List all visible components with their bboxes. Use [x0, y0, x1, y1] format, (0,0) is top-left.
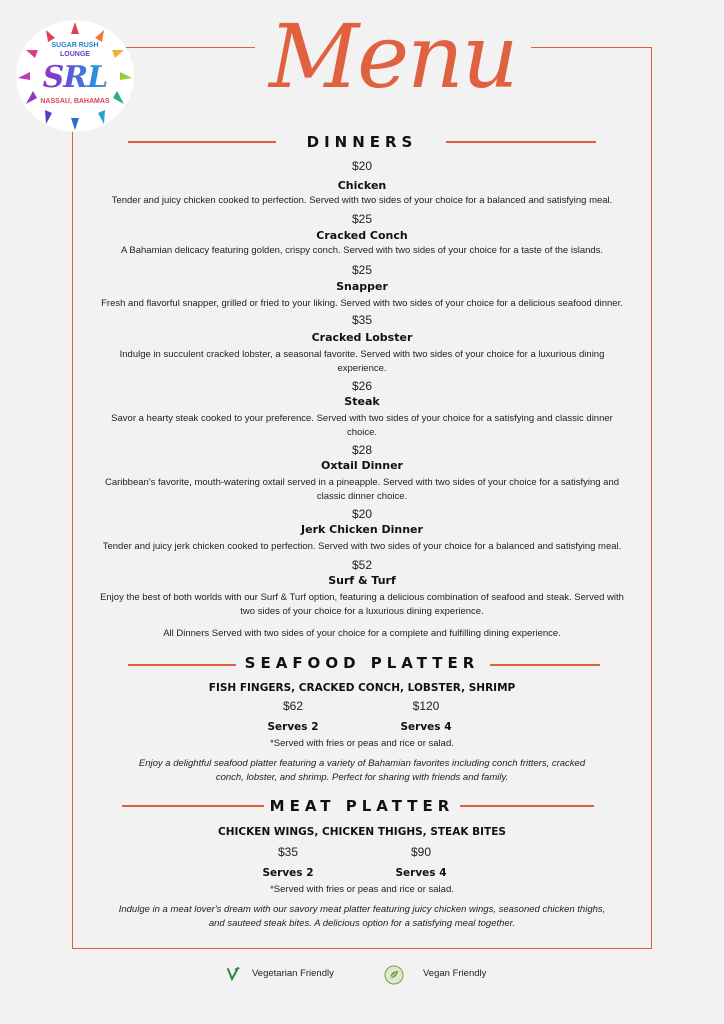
seafood-desc: Enjoy a delightful seafood platter featuring a variety of Bahamian favorites including conch fritters, cracked conch, lobster, and shrimp. Perfect for sharing with friends and family.: [138, 758, 586, 783]
dinner-item-chicken: [72, 158, 652, 208]
option-serves: Serves 2: [262, 867, 314, 879]
item-price: $20: [351, 159, 373, 173]
option-price: $35: [277, 845, 299, 859]
seafood-option-serves-4: [371, 699, 481, 733]
vegan-label: Vegan Friendly: [423, 968, 487, 979]
item-price: $28: [351, 443, 373, 457]
item-price: $25: [351, 263, 373, 277]
option-price: $90: [410, 845, 432, 859]
item-price: $52: [351, 558, 373, 572]
item-name: Cracked Conch: [316, 229, 408, 242]
option-serves: Serves 4: [400, 721, 452, 733]
item-desc: Caribbean's favorite, mouth-watering oxtail served in a pineapple. Served with two sides of your choice for a satisfying and classic dinner choice.: [104, 477, 620, 502]
seafood-subtitle: FISH FINGERS, CRACKED CONCH, LOBSTER, SHRIMP: [208, 682, 516, 694]
sugar-rush-lounge-logo: [16, 20, 134, 132]
dinner-item-cracked-lobster: [105, 312, 619, 376]
meat-heading: MEAT PLATTER: [269, 797, 455, 815]
dinners-footer-note: All Dinners Served with two sides of your choice for a complete and fulfilling dining experience.: [163, 628, 561, 639]
item-desc: A Bahamian delicacy featuring golden, crispy conch. Served with two sides of your choice for a taste of the islands.: [120, 245, 604, 256]
item-desc: Fresh and flavorful snapper, grilled or fried to your liking. Served with two sides of your choice for a delicious seafood dinner.: [101, 298, 623, 309]
item-name: Surf & Turf: [328, 574, 396, 587]
option-serves: Serves 4: [395, 867, 447, 879]
seafood-heading: SEAFOOD PLATTER: [244, 654, 480, 672]
logo-top-text: SUGAR RUSH: [51, 42, 99, 49]
item-name: Cracked Lobster: [311, 331, 413, 344]
logo-mid-text: LOUNGE: [60, 51, 90, 58]
item-name: Oxtail Dinner: [321, 459, 403, 472]
meat-note: *Served with fries or peas and rice or salad.: [270, 884, 454, 895]
vegetarian-label: Vegetarian Friendly: [252, 968, 334, 979]
meat-subtitle: CHICKEN WINGS, CHICKEN THIGHS, STEAK BITES: [218, 826, 506, 838]
meat-option-serves-4: [366, 845, 476, 879]
dinner-item-snapper: [72, 262, 652, 311]
vegetarian-leaf-icon: [226, 966, 240, 986]
item-name: Steak: [344, 395, 380, 408]
vegan-leaf-icon: [384, 965, 404, 989]
item-desc: Indulge in succulent cracked lobster, a seasonal favorite. Served with two sides of your choice for a luxurious dining experience.: [119, 349, 605, 374]
option-serves: Serves 2: [267, 721, 319, 733]
item-desc: Tender and juicy chicken cooked to perfection. Served with two sides of your choice for a balanced and satisfying meal.: [111, 195, 613, 206]
item-price: $35: [351, 313, 373, 327]
item-desc: Tender and juicy jerk chicken cooked to perfection. Served with two sides of your choice for a balanced and satisfying meal.: [102, 541, 622, 552]
dinner-item-steak: [95, 378, 629, 440]
logo-letters: SRL: [16, 60, 134, 95]
meat-option-serves-2: [233, 845, 343, 879]
seafood-option-serves-2: [238, 699, 348, 733]
item-price: $25: [351, 212, 373, 226]
item-name: Jerk Chicken Dinner: [301, 523, 423, 536]
item-name: Snapper: [336, 280, 388, 293]
dinner-item-surf-turf: [92, 557, 632, 619]
item-price: $20: [351, 507, 373, 521]
logo-bottom-text: NASSAU, BAHAMAS: [40, 98, 110, 105]
seafood-note: *Served with fries or peas and rice or salad.: [270, 738, 454, 749]
dinner-item-cracked-conch: [72, 211, 652, 258]
page-title: Menu: [255, 4, 531, 110]
item-name: Chicken: [337, 179, 387, 192]
dinners-heading: DINNERS: [306, 133, 418, 151]
item-desc: Enjoy the best of both worlds with our Surf & Turf option, featuring a delicious combination of seafood and steak. Served with two sides of your choice for a luxurious dining experience.: [100, 592, 624, 617]
option-price: $120: [412, 699, 440, 713]
option-price: $62: [282, 699, 304, 713]
meat-desc: Indulge in a meat lover's dream with our savory meat platter featuring juicy chicken wings, seasoned chicken thighs, and sauteed steak bites. A delicious option for a satisfying meal together.: [118, 904, 606, 929]
dinner-item-jerk-chicken: [72, 506, 652, 554]
item-price: $26: [351, 379, 373, 393]
item-desc: Savor a hearty steak cooked to your preference. Served with two sides of your choice for a satisfying and classic dinner choice.: [111, 413, 613, 438]
dinner-item-oxtail: [90, 442, 634, 504]
